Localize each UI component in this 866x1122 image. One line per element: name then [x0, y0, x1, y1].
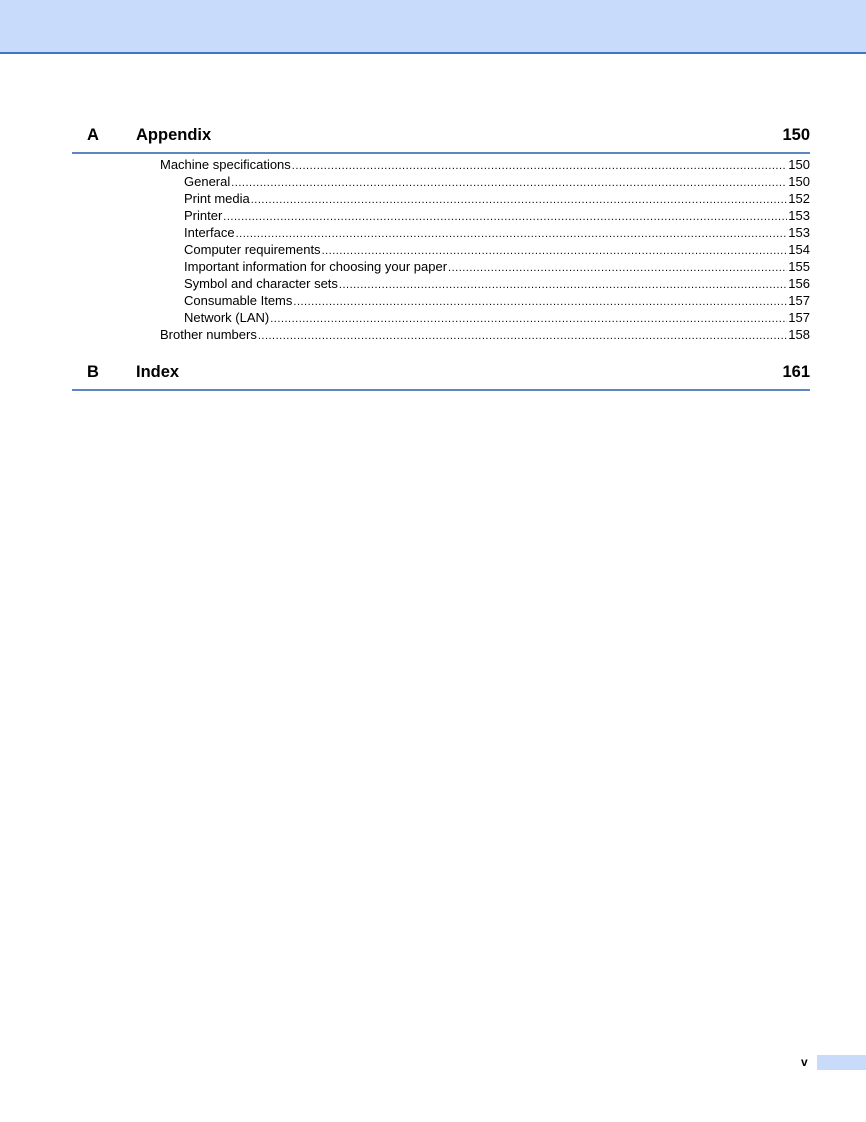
toc-entry-label: General — [184, 174, 231, 189]
toc-entry-page: 153 — [788, 225, 810, 240]
toc-entry-page: 152 — [788, 191, 810, 206]
toc-entry-label: Network (LAN) — [184, 310, 270, 325]
toc-entry-page: 150 — [788, 174, 810, 189]
toc-entry-label: Machine specifications — [160, 157, 291, 172]
dot-leader — [258, 328, 787, 345]
section-appendix[interactable] — [72, 124, 810, 154]
section-page-number: 161 — [782, 363, 810, 381]
toc-entry-page: 158 — [788, 327, 810, 342]
toc-entry-page: 155 — [788, 259, 810, 274]
toc-entry-brother-numbers[interactable] — [160, 326, 810, 345]
section-letter: A — [87, 126, 99, 144]
toc-entry-page: 157 — [788, 293, 810, 308]
toc-entry-label: Symbol and character sets — [184, 276, 338, 291]
toc-entry-label: Consumable Items — [184, 293, 293, 308]
toc-entry-page: 153 — [788, 208, 810, 223]
page-number: v — [801, 1055, 808, 1069]
section-title: Index — [136, 363, 180, 381]
toc-entry-label: Interface — [184, 225, 235, 240]
section-index[interactable] — [72, 361, 810, 391]
section-letter: B — [87, 363, 99, 381]
toc-entry-label: Computer requirements — [184, 242, 321, 257]
section-page-number: 150 — [782, 126, 810, 144]
toc-entry-page: 154 — [788, 242, 810, 257]
toc-entry-page: 156 — [788, 276, 810, 291]
toc-entry-label: Brother numbers — [160, 327, 257, 342]
toc-entry-label: Printer — [184, 208, 223, 223]
toc-entry-label: Print media — [184, 191, 250, 206]
header-band — [0, 0, 866, 54]
footer-tab — [817, 1055, 866, 1070]
toc-entry-page: 157 — [788, 310, 810, 325]
section-title: Appendix — [136, 126, 212, 144]
toc-entry-page: 150 — [788, 157, 810, 172]
toc-entry-label: Important information for choosing your paper — [184, 259, 448, 274]
